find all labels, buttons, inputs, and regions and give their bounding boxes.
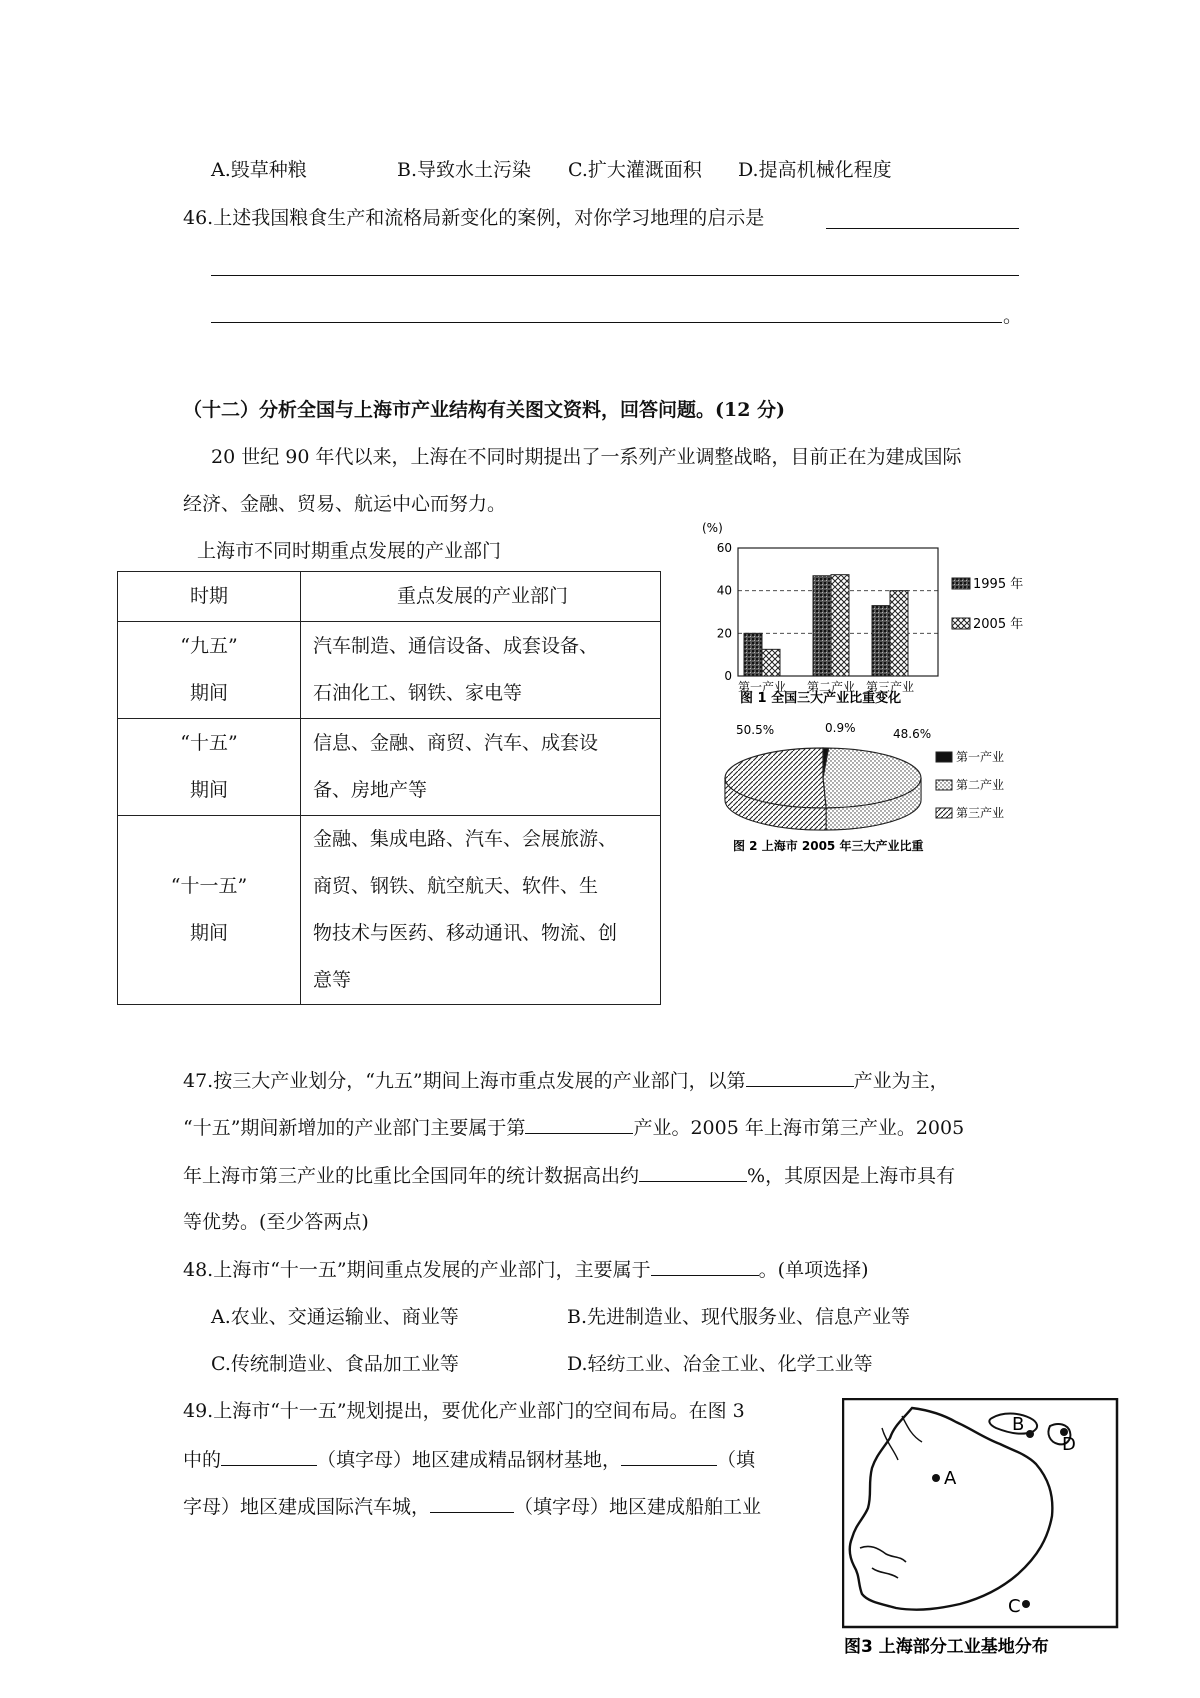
table-sector-text: 信息、金融、商贸、汽车、成套设	[313, 732, 599, 754]
q48-option-b: B.先进制造业、现代服务业、信息产业等	[567, 1306, 911, 1328]
q49-line-1: 49.上海市“十一五”规划提出，要优化产业部门的空间布局。在图 3	[183, 1400, 745, 1422]
fig1-bar	[813, 576, 831, 676]
fig1-legend-1995: 1995 年	[973, 577, 1024, 592]
map-point-label-d: D	[1062, 1434, 1076, 1455]
fig1-legend-swatch-2005	[952, 618, 970, 629]
fig1-bar	[762, 649, 780, 676]
industry-period-table	[117, 571, 661, 1005]
fig1-bar	[744, 633, 762, 676]
table-period-label: 期间	[189, 922, 228, 944]
q49-line-2: 中的 （填字母）地区建成精品钢材基地， （填	[183, 1445, 755, 1474]
table-row	[118, 719, 661, 816]
fig2-value-label: 0.9%	[825, 721, 856, 735]
fig1-category-label: 第一产业	[737, 680, 787, 694]
q45-option-c: C.扩大灌溉面积	[568, 159, 702, 181]
map-point-label-a: A	[944, 1468, 957, 1489]
q46-answer-line-3	[211, 322, 1002, 323]
fig2-legend-secondary: 第二产业	[956, 778, 1005, 792]
table-header-sectors: 重点发展的产业部门	[301, 572, 661, 622]
q48-option-c: C.传统制造业、食品加工业等	[211, 1353, 459, 1375]
q48-option-a: A.农业、交通运输业、商业等	[211, 1306, 459, 1328]
table-caption: 上海市不同时期重点发展的产业部门	[197, 540, 502, 562]
q47-line-1: 47.按三大产业划分，“九五”期间上海市重点发展的产业部门，以第 产业为主，	[183, 1066, 949, 1095]
q49-blank-2	[621, 1445, 717, 1466]
table-sector-text: 金融、集成电路、汽车、会展旅游、	[313, 828, 618, 850]
fig1-bar	[872, 606, 890, 676]
map-point-c	[1022, 1600, 1030, 1608]
fig2-legend-swatch-primary	[936, 752, 952, 762]
q49-blank-3	[430, 1492, 514, 1513]
table-period-label: “十五”	[180, 732, 238, 754]
table-header-row	[118, 572, 661, 622]
fig1-y-tick: 0	[724, 669, 732, 683]
table-period-label: “九五”	[180, 635, 238, 657]
q47-line-2: “十五”期间新增加的产业部门主要属于第 产业。2005 年上海市第三产业。2005	[183, 1113, 964, 1142]
fig1-category-label: 第二产业	[806, 680, 856, 694]
fig1-y-unit: (%)	[702, 521, 723, 535]
fig2-title: 图 2 上海市 2005 年三大产业比重	[733, 839, 924, 853]
fig2-legend-swatch-secondary	[936, 780, 952, 790]
q46-answer-line-2	[211, 275, 1019, 276]
q47-blank-2	[525, 1113, 633, 1134]
q45-option-a: A.毁草种粮	[211, 159, 307, 181]
figure-1-bar-chart	[700, 518, 1040, 708]
table-sector-text: 石油化工、钢铁、家电等	[313, 682, 523, 704]
fig2-legend-primary: 第一产业	[956, 750, 1005, 764]
map-caption: 图3 上海部分工业基地分布	[844, 1637, 1049, 1656]
fig1-category-label: 第三产业	[865, 680, 915, 694]
q48-blank	[651, 1255, 759, 1276]
map-point-label-b: B	[1012, 1414, 1025, 1435]
q46-end-mark: 。	[1003, 305, 1023, 327]
q48-line: 48.上海市“十一五”期间重点发展的产业部门，主要属于 。(单项选择)	[183, 1255, 868, 1284]
table-sector-text: 物技术与医药、移动通讯、物流、创	[313, 922, 618, 944]
q46-text: 46.上述我国粮食生产和流格局新变化的案例，对你学习地理的启示是	[183, 207, 765, 229]
section-intro-line-1: 20 世纪 90 年代以来，上海在不同时期提出了一系列产业调整战略，目前正在为建成国际	[211, 446, 962, 468]
table-period-label: “十一五”	[170, 875, 248, 897]
fig1-y-tick: 20	[716, 626, 732, 641]
map-point-a	[932, 1474, 940, 1482]
table-sector-text: 意等	[313, 969, 352, 991]
table-sector-text: 商贸、钢铁、航空航天、软件、生	[313, 875, 599, 897]
fig1-legend-2005: 2005 年	[973, 617, 1024, 632]
figure-3-shanghai-map	[842, 1398, 1122, 1656]
section-heading: （十二）分析全国与上海市产业结构有关图文资料，回答问题。(12 分)	[183, 399, 786, 421]
table-sector-text: 备、房地产等	[313, 779, 428, 801]
map-point-b	[1026, 1430, 1034, 1438]
q47-blank-1	[746, 1066, 854, 1087]
fig1-y-tick: 60	[716, 541, 732, 555]
fig2-legend-swatch-tertiary	[936, 808, 952, 818]
table-period-label: 期间	[189, 779, 228, 801]
fig2-legend-tertiary: 第三产业	[956, 806, 1005, 820]
figure-2-pie-chart	[718, 716, 1048, 856]
fig1-y-tick: 40	[716, 583, 732, 598]
q46-answer-line-1	[826, 228, 1019, 229]
table-sector-text: 汽车制造、通信设备、成套设备、	[313, 635, 599, 657]
fig1-title: 图 1 全国三大产业比重变化	[740, 691, 902, 706]
table-row	[118, 622, 661, 719]
q45-option-b: B.导致水土污染	[397, 159, 532, 181]
section-intro-line-2: 经济、金融、贸易、航运中心而努力。	[183, 493, 507, 515]
q45-option-d: D.提高机械化程度	[738, 159, 892, 181]
fig2-value-label: 50.5%	[736, 723, 775, 737]
fig1-bar	[831, 575, 849, 676]
fig2-value-label: 48.6%	[893, 727, 932, 741]
table-header-period: 时期	[118, 572, 301, 622]
map-point-label-c: C	[1008, 1596, 1021, 1617]
fig1-bar	[890, 591, 908, 676]
table-row	[118, 816, 661, 1005]
table-period-label: 期间	[189, 682, 228, 704]
q47-blank-3	[639, 1161, 747, 1182]
q49-line-3: 字母）地区建成国际汽车城， （填字母）地区建成船舶工业	[183, 1492, 761, 1521]
q47-line-4: 等优势。(至少答两点)	[183, 1211, 369, 1233]
q48-option-d: D.轻纺工业、冶金工业、化学工业等	[567, 1353, 873, 1375]
q47-line-3: 年上海市第三产业的比重比全国同年的统计数据高出约 %，其原因是上海市具有	[183, 1161, 955, 1190]
q49-blank-1	[221, 1445, 317, 1466]
fig1-legend-swatch-1995	[952, 578, 970, 589]
